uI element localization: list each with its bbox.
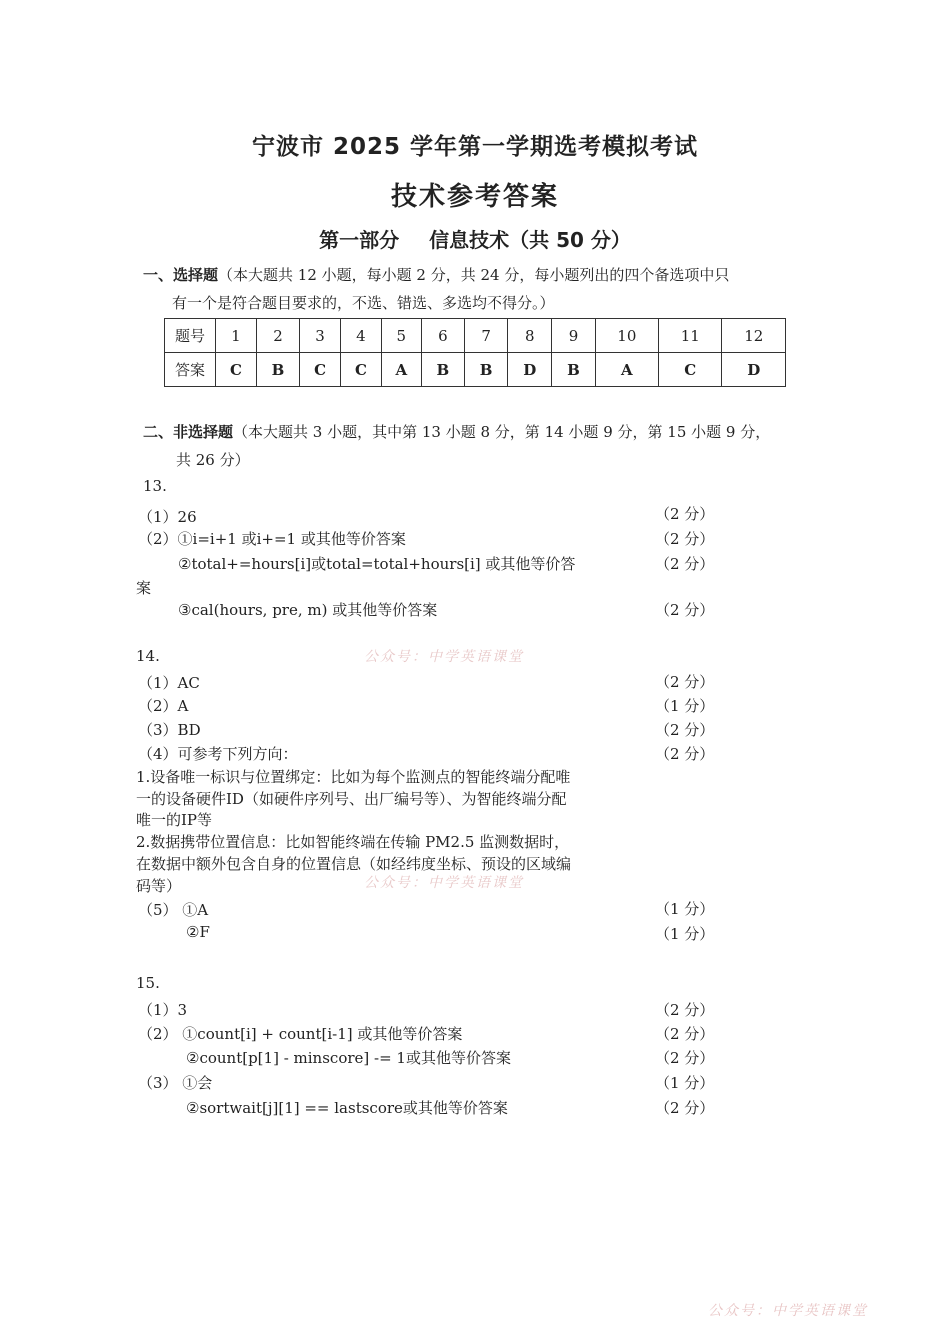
question-number: 9: [552, 319, 595, 353]
q14-number: 14.: [136, 647, 160, 665]
section1-label: 一、选择题: [143, 266, 219, 284]
answer-cell: D: [722, 353, 786, 387]
q14-answer-2: （2）A: [138, 697, 189, 715]
q14-answer-5-1: （5） ①A: [138, 901, 209, 919]
question-number: 7: [464, 319, 507, 353]
q15-number: 15.: [136, 974, 160, 992]
question-number: 1: [216, 319, 257, 353]
section2-heading: [143, 421, 770, 442]
watermark-text: 公众号：中学英语课堂: [364, 875, 524, 891]
answer-cell: C: [659, 353, 722, 387]
q14-point1-line2: 一的设备硬件ID（如硬件序列号、出厂编号等）、为智能终端分配: [136, 790, 567, 808]
answer-cell: B: [256, 353, 299, 387]
section1-heading: [143, 264, 729, 285]
answer-table: [164, 318, 786, 387]
watermark-text: 公众号：中学英语课堂: [708, 1303, 868, 1319]
q14-score-5-2: （1 分）: [655, 925, 715, 943]
q15-score-3-1: （1 分）: [655, 1074, 715, 1092]
q14-point2-line3: 码等）: [136, 877, 182, 895]
answer-table-number-row: [165, 319, 786, 353]
page-title: 宁波市 2025 学年第一学期选考模拟考试: [251, 134, 699, 160]
page-subtitle: 技术参考答案: [390, 182, 559, 212]
q13-score-2-1: （2 分）: [655, 530, 715, 548]
watermark-text: 公众号：中学英语课堂: [364, 649, 524, 665]
q15-answer-2-1: （2） ①count[i] + count[i-1] 或其他等价答案: [138, 1025, 463, 1043]
part-label: 第一部分: [319, 228, 400, 252]
section2-desc-line2: 共 26 分）: [176, 451, 250, 469]
q14-point1-line1: 1.设备唯一标识与位置绑定：比如为每个监测点的智能终端分配唯: [136, 768, 571, 786]
q13-score-1: （2 分）: [655, 505, 715, 523]
row-label-answer: 答案: [165, 353, 216, 387]
q15-answer-3-2: ②sortwait[j][1] == lastscore或其他等价答案: [186, 1099, 508, 1117]
answer-cell: A: [595, 353, 658, 387]
section1-desc-line2: 有一个是符合题目要求的，不选、错选、多选均不得分。）: [172, 294, 555, 312]
q14-answer-5-2: ②F: [186, 923, 210, 941]
q14-point2-line1: 2.数据携带位置信息：比如智能终端在传输 PM2.5 监测数据时，: [136, 833, 570, 851]
section2-label: 二、非选择题: [143, 423, 234, 441]
q14-point1-line3: 唯一的IP等: [136, 811, 213, 829]
answer-cell: A: [381, 353, 421, 387]
answer-table-answer-row: [165, 353, 786, 387]
q15-score-2-2: （2 分）: [655, 1049, 715, 1067]
q15-score-2-1: （2 分）: [655, 1025, 715, 1043]
question-number: 3: [300, 319, 341, 353]
q13-answer-1: （1）26: [138, 508, 197, 526]
question-number: 4: [340, 319, 381, 353]
q15-score-3-2: （2 分）: [655, 1099, 715, 1117]
answer-cell: C: [216, 353, 257, 387]
question-number: 2: [256, 319, 299, 353]
part-name: 信息技术（共 50 分）: [429, 228, 631, 252]
q15-answer-2-2: ②count[p[1] - minscore] -= 1或其他等价答案: [186, 1049, 511, 1067]
q13-answer-2-3: ③cal(hours, pre, m) 或其他等价答案: [178, 601, 438, 619]
q13-score-2-3: （2 分）: [655, 601, 715, 619]
section2-desc-line1: （本大题共 3 小题，其中第 13 小题 8 分，第 14 小题 9 分，第 15 小题 9 分，: [233, 423, 771, 441]
q15-answer-1: （1）3: [138, 1001, 188, 1019]
answer-cell: D: [508, 353, 552, 387]
q13-score-2-2: （2 分）: [655, 555, 715, 573]
q13-answer-2-1: （2）①i=i+1 或i+=1 或其他等价答案: [138, 530, 406, 548]
question-number: 6: [421, 319, 464, 353]
row-label-number: 题号: [165, 319, 216, 353]
answer-cell: C: [340, 353, 381, 387]
part-heading: [0, 224, 950, 253]
q14-score-2: （1 分）: [655, 697, 715, 715]
question-number: 8: [508, 319, 552, 353]
q14-score-3: （2 分）: [655, 721, 715, 739]
q15-score-1: （2 分）: [655, 1001, 715, 1019]
question-number: 10: [595, 319, 658, 353]
question-number: 11: [659, 319, 722, 353]
question-number: 5: [381, 319, 421, 353]
q15-answer-3-1: （3） ①会: [138, 1074, 213, 1092]
q14-answer-3: （3）BD: [138, 721, 201, 739]
answer-cell: B: [464, 353, 507, 387]
q13-answer-2-2: ②total+=hours[i]或total=total+hours[i] 或其他等价答: [178, 555, 576, 573]
answer-cell: B: [421, 353, 464, 387]
section1-desc-line1: （本大题共 12 小题，每小题 2 分，共 24 分，每小题列出的四个备选项中只: [218, 266, 730, 284]
q14-score-5-1: （1 分）: [655, 900, 715, 918]
q14-answer-4: （4）可参考下列方向：: [138, 745, 298, 763]
answer-cell: B: [552, 353, 595, 387]
q13-answer-2-2-cont: 案: [136, 579, 152, 597]
question-number: 12: [722, 319, 786, 353]
q14-score-1: （2 分）: [655, 673, 715, 691]
q14-score-4: （2 分）: [655, 745, 715, 763]
answer-cell: C: [300, 353, 341, 387]
q14-point2-line2: 在数据中额外包含自身的位置信息（如经纬度坐标、预设的区域编: [136, 855, 572, 873]
q13-number: 13.: [143, 477, 167, 495]
q14-answer-1: （1）AC: [138, 674, 200, 692]
